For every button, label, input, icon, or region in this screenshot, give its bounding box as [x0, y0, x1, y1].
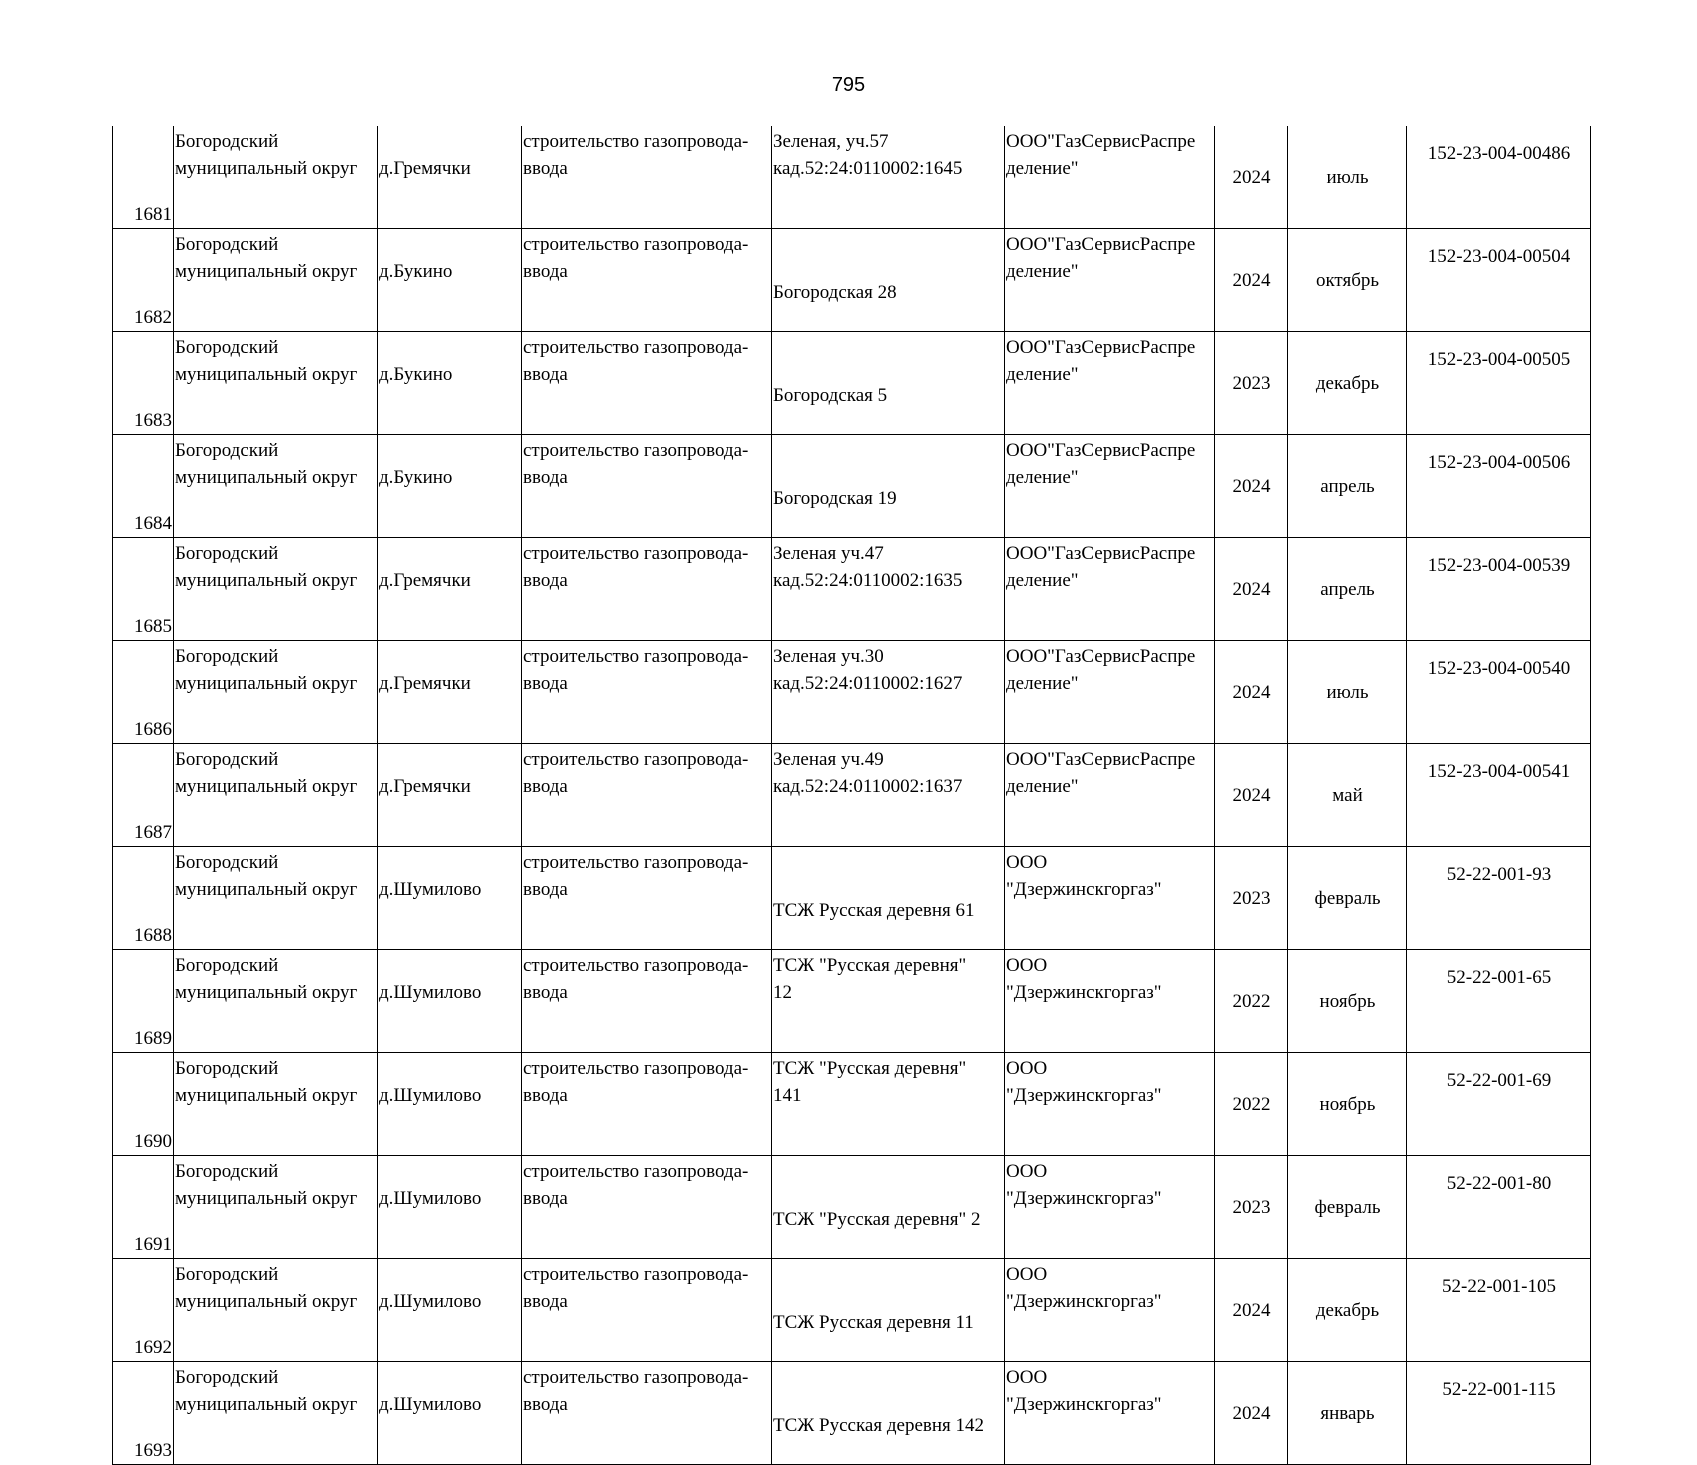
village-cell: д.Букино — [378, 229, 522, 332]
address-cell — [772, 641, 1005, 744]
region-cell — [174, 1259, 378, 1362]
code-cell: 152-23-004-00486 — [1407, 126, 1591, 229]
table-row — [113, 847, 1591, 950]
code-cell: 152-23-004-00505 — [1407, 332, 1591, 435]
table-row — [113, 538, 1591, 641]
organization-cell — [1005, 950, 1215, 1053]
organization-cell-line: ООО"ГазСервисРаспре — [1006, 543, 1196, 564]
month-cell: февраль — [1288, 1156, 1407, 1259]
table-row — [113, 1053, 1591, 1156]
region-cell — [174, 1053, 378, 1156]
year-cell: 2022 — [1215, 950, 1288, 1053]
region-cell-line: Богородский — [175, 337, 279, 358]
row-number: 1686 — [113, 641, 174, 744]
organization-cell-line: "Дзержинскгоргаз" — [1006, 1188, 1162, 1209]
work-type-cell-line: строительство газопровода- — [523, 646, 749, 667]
code-cell: 52-22-001-65 — [1407, 950, 1591, 1053]
region-cell-line: Богородский — [175, 1264, 279, 1285]
address-cell-line: Зеленая уч.30 — [773, 646, 884, 667]
organization-cell-line: деление" — [1006, 570, 1079, 591]
region-cell — [174, 538, 378, 641]
row-number: 1691 — [113, 1156, 174, 1259]
gas-connection-table — [112, 126, 1591, 1465]
region-cell-line: муниципальный округ — [175, 467, 358, 488]
month-cell: ноябрь — [1288, 950, 1407, 1053]
month-cell: апрель — [1288, 538, 1407, 641]
table-row — [113, 1156, 1591, 1259]
row-number: 1689 — [113, 950, 174, 1053]
year-cell: 2024 — [1215, 1259, 1288, 1362]
work-type-cell-line: ввода — [523, 467, 568, 488]
work-type-cell — [522, 1362, 772, 1465]
organization-cell-line: ООО"ГазСервисРаспре — [1006, 440, 1196, 461]
address-cell — [772, 332, 1005, 435]
region-cell — [174, 229, 378, 332]
organization-cell-line: ООО — [1006, 1367, 1048, 1388]
village-cell: д.Гремячки — [378, 641, 522, 744]
table-row — [113, 641, 1591, 744]
address-cell-line: ТСЖ "Русская деревня" — [773, 955, 967, 976]
table-row — [113, 1259, 1591, 1362]
organization-cell — [1005, 1259, 1215, 1362]
region-cell-line: Богородский — [175, 1161, 279, 1182]
month-cell: июль — [1288, 126, 1407, 229]
work-type-cell-line: строительство газопровода- — [523, 337, 749, 358]
table-row — [113, 332, 1591, 435]
row-number: 1687 — [113, 744, 174, 847]
address-cell-line: 141 — [773, 1085, 802, 1106]
work-type-cell-line: строительство газопровода- — [523, 1058, 749, 1079]
month-cell: апрель — [1288, 435, 1407, 538]
code-cell: 52-22-001-80 — [1407, 1156, 1591, 1259]
organization-cell-line: ООО — [1006, 1264, 1048, 1285]
row-number: 1690 — [113, 1053, 174, 1156]
code-cell: 152-23-004-00540 — [1407, 641, 1591, 744]
organization-cell-line: "Дзержинскгоргаз" — [1006, 879, 1162, 900]
address-cell-line: Богородская 5 — [773, 385, 888, 406]
work-type-cell — [522, 744, 772, 847]
organization-cell-line: деление" — [1006, 673, 1079, 694]
table-row — [113, 126, 1591, 229]
organization-cell-line: деление" — [1006, 364, 1079, 385]
organization-cell — [1005, 126, 1215, 229]
region-cell — [174, 744, 378, 847]
organization-cell-line: ООО"ГазСервисРаспре — [1006, 749, 1196, 770]
organization-cell-line: ООО"ГазСервисРаспре — [1006, 337, 1196, 358]
table-row — [113, 229, 1591, 332]
address-cell-line: Зеленая, уч.57 — [773, 131, 889, 152]
work-type-cell — [522, 1259, 772, 1362]
address-cell — [772, 1362, 1005, 1465]
address-cell-line: ТСЖ "Русская деревня" — [773, 1058, 967, 1079]
year-cell: 2024 — [1215, 641, 1288, 744]
work-type-cell-line: ввода — [523, 364, 568, 385]
table-row — [113, 744, 1591, 847]
address-cell-line: кад.52:24:0110002:1637 — [773, 776, 963, 797]
work-type-cell — [522, 229, 772, 332]
work-type-cell-line: строительство газопровода- — [523, 1161, 749, 1182]
region-cell-line: муниципальный округ — [175, 1291, 358, 1312]
address-cell-line: 12 — [773, 982, 792, 1003]
organization-cell — [1005, 332, 1215, 435]
region-cell-line: муниципальный округ — [175, 879, 358, 900]
region-cell-line: муниципальный округ — [175, 982, 358, 1003]
region-cell-line: муниципальный округ — [175, 364, 358, 385]
address-cell — [772, 847, 1005, 950]
work-type-cell-line: ввода — [523, 673, 568, 694]
work-type-cell-line: строительство газопровода- — [523, 234, 749, 255]
region-cell-line: муниципальный округ — [175, 673, 358, 694]
work-type-cell-line: ввода — [523, 1394, 568, 1415]
work-type-cell-line: ввода — [523, 158, 568, 179]
region-cell-line: Богородский — [175, 749, 279, 770]
month-cell: ноябрь — [1288, 1053, 1407, 1156]
code-cell: 152-23-004-00539 — [1407, 538, 1591, 641]
region-cell-line: Богородский — [175, 440, 279, 461]
region-cell — [174, 847, 378, 950]
village-cell: д.Шумилово — [378, 1259, 522, 1362]
organization-cell-line: "Дзержинскгоргаз" — [1006, 1291, 1162, 1312]
organization-cell-line: "Дзержинскгоргаз" — [1006, 1394, 1162, 1415]
work-type-cell-line: ввода — [523, 1291, 568, 1312]
code-cell: 52-22-001-105 — [1407, 1259, 1591, 1362]
organization-cell-line: ООО — [1006, 1161, 1048, 1182]
address-cell — [772, 1156, 1005, 1259]
organization-cell-line: ООО"ГазСервисРаспре — [1006, 646, 1196, 667]
code-cell: 52-22-001-115 — [1407, 1362, 1591, 1465]
month-cell: февраль — [1288, 847, 1407, 950]
organization-cell — [1005, 1362, 1215, 1465]
work-type-cell-line: ввода — [523, 1085, 568, 1106]
code-cell: 52-22-001-93 — [1407, 847, 1591, 950]
organization-cell-line: ООО — [1006, 1058, 1048, 1079]
row-number: 1684 — [113, 435, 174, 538]
village-cell: д.Шумилово — [378, 1362, 522, 1465]
address-cell — [772, 744, 1005, 847]
address-cell — [772, 435, 1005, 538]
region-cell — [174, 641, 378, 744]
village-cell: д.Гремячки — [378, 126, 522, 229]
work-type-cell — [522, 435, 772, 538]
village-cell: д.Шумилово — [378, 1156, 522, 1259]
organization-cell — [1005, 538, 1215, 641]
organization-cell — [1005, 229, 1215, 332]
work-type-cell — [522, 641, 772, 744]
code-cell: 152-23-004-00506 — [1407, 435, 1591, 538]
region-cell-line: Богородский — [175, 955, 279, 976]
code-cell: 52-22-001-69 — [1407, 1053, 1591, 1156]
work-type-cell-line: строительство газопровода- — [523, 1367, 749, 1388]
address-cell — [772, 1259, 1005, 1362]
village-cell: д.Шумилово — [378, 847, 522, 950]
page-number: 795 — [831, 74, 866, 96]
organization-cell-line: деление" — [1006, 158, 1079, 179]
region-cell-line: муниципальный округ — [175, 1085, 358, 1106]
address-cell — [772, 950, 1005, 1053]
region-cell — [174, 126, 378, 229]
region-cell-line: Богородский — [175, 1367, 279, 1388]
region-cell-line: муниципальный округ — [175, 158, 358, 179]
row-number: 1681 — [113, 126, 174, 229]
work-type-cell — [522, 950, 772, 1053]
organization-cell-line: ООО"ГазСервисРаспре — [1006, 131, 1196, 152]
year-cell: 2024 — [1215, 126, 1288, 229]
address-cell — [772, 126, 1005, 229]
year-cell: 2022 — [1215, 1053, 1288, 1156]
work-type-cell — [522, 126, 772, 229]
region-cell-line: муниципальный округ — [175, 261, 358, 282]
address-cell-line: Богородская 19 — [773, 488, 897, 509]
table-body — [113, 126, 1591, 1465]
work-type-cell — [522, 1156, 772, 1259]
village-cell: д.Букино — [378, 332, 522, 435]
year-cell: 2024 — [1215, 1362, 1288, 1465]
organization-cell — [1005, 847, 1215, 950]
month-cell: май — [1288, 744, 1407, 847]
row-number: 1692 — [113, 1259, 174, 1362]
address-cell-line: кад.52:24:0110002:1627 — [773, 673, 963, 694]
address-cell — [772, 1053, 1005, 1156]
month-cell: июль — [1288, 641, 1407, 744]
organization-cell-line: ООО — [1006, 852, 1048, 873]
region-cell-line: Богородский — [175, 131, 279, 152]
address-cell-line: ТСЖ Русская деревня 11 — [773, 1312, 974, 1333]
village-cell: д.Гремячки — [378, 538, 522, 641]
work-type-cell-line: строительство газопровода- — [523, 543, 749, 564]
year-cell: 2024 — [1215, 229, 1288, 332]
region-cell — [174, 1156, 378, 1259]
organization-cell — [1005, 435, 1215, 538]
village-cell: д.Букино — [378, 435, 522, 538]
region-cell-line: муниципальный округ — [175, 570, 358, 591]
work-type-cell-line: ввода — [523, 570, 568, 591]
address-cell-line: Зеленая уч.47 — [773, 543, 884, 564]
region-cell-line: Богородский — [175, 234, 279, 255]
address-cell-line: ТСЖ "Русская деревня" 2 — [773, 1209, 981, 1230]
work-type-cell — [522, 538, 772, 641]
year-cell: 2024 — [1215, 435, 1288, 538]
year-cell: 2023 — [1215, 332, 1288, 435]
work-type-cell-line: ввода — [523, 1188, 568, 1209]
work-type-cell-line: строительство газопровода- — [523, 749, 749, 770]
work-type-cell-line: строительство газопровода- — [523, 131, 749, 152]
region-cell — [174, 1362, 378, 1465]
address-cell — [772, 229, 1005, 332]
code-cell: 152-23-004-00541 — [1407, 744, 1591, 847]
address-cell-line: Зеленая уч.49 — [773, 749, 884, 770]
work-type-cell-line: строительство газопровода- — [523, 440, 749, 461]
code-cell: 152-23-004-00504 — [1407, 229, 1591, 332]
region-cell-line: Богородский — [175, 1058, 279, 1079]
month-cell: декабрь — [1288, 1259, 1407, 1362]
work-type-cell-line: ввода — [523, 776, 568, 797]
table-row — [113, 435, 1591, 538]
work-type-cell — [522, 847, 772, 950]
row-number: 1683 — [113, 332, 174, 435]
year-cell: 2024 — [1215, 538, 1288, 641]
work-type-cell-line: ввода — [523, 879, 568, 900]
address-cell-line: ТСЖ Русская деревня 142 — [773, 1415, 985, 1436]
region-cell — [174, 332, 378, 435]
organization-cell-line: "Дзержинскгоргаз" — [1006, 982, 1162, 1003]
region-cell-line: Богородский — [175, 646, 279, 667]
region-cell-line: Богородский — [175, 543, 279, 564]
region-cell-line: муниципальный округ — [175, 1394, 358, 1415]
work-type-cell — [522, 332, 772, 435]
address-cell-line: ТСЖ Русская деревня 61 — [773, 900, 975, 921]
organization-cell-line: "Дзержинскгоргаз" — [1006, 1085, 1162, 1106]
region-cell-line: муниципальный округ — [175, 1188, 358, 1209]
month-cell: декабрь — [1288, 332, 1407, 435]
address-cell-line: Богородская 28 — [773, 282, 897, 303]
month-cell: январь — [1288, 1362, 1407, 1465]
region-cell — [174, 950, 378, 1053]
table-row — [113, 950, 1591, 1053]
work-type-cell-line: строительство газопровода- — [523, 955, 749, 976]
address-cell-line: кад.52:24:0110002:1635 — [773, 570, 963, 591]
row-number: 1688 — [113, 847, 174, 950]
region-cell — [174, 435, 378, 538]
village-cell: д.Шумилово — [378, 950, 522, 1053]
organization-cell — [1005, 641, 1215, 744]
work-type-cell-line: строительство газопровода- — [523, 852, 749, 873]
year-cell: 2024 — [1215, 744, 1288, 847]
organization-cell-line: деление" — [1006, 776, 1079, 797]
village-cell: д.Гремячки — [378, 744, 522, 847]
work-type-cell-line: ввода — [523, 982, 568, 1003]
row-number: 1685 — [113, 538, 174, 641]
organization-cell-line: ООО — [1006, 955, 1048, 976]
region-cell-line: Богородский — [175, 852, 279, 873]
year-cell: 2023 — [1215, 847, 1288, 950]
organization-cell — [1005, 1156, 1215, 1259]
organization-cell — [1005, 744, 1215, 847]
village-cell: д.Шумилово — [378, 1053, 522, 1156]
month-cell: октябрь — [1288, 229, 1407, 332]
address-cell — [772, 538, 1005, 641]
row-number: 1682 — [113, 229, 174, 332]
work-type-cell-line: строительство газопровода- — [523, 1264, 749, 1285]
work-type-cell — [522, 1053, 772, 1156]
row-number: 1693 — [113, 1362, 174, 1465]
region-cell-line: муниципальный округ — [175, 776, 358, 797]
table-row — [113, 1362, 1591, 1465]
organization-cell-line: деление" — [1006, 261, 1079, 282]
organization-cell — [1005, 1053, 1215, 1156]
organization-cell-line: деление" — [1006, 467, 1079, 488]
year-cell: 2023 — [1215, 1156, 1288, 1259]
work-type-cell-line: ввода — [523, 261, 568, 282]
organization-cell-line: ООО"ГазСервисРаспре — [1006, 234, 1196, 255]
address-cell-line: кад.52:24:0110002:1645 — [773, 158, 963, 179]
